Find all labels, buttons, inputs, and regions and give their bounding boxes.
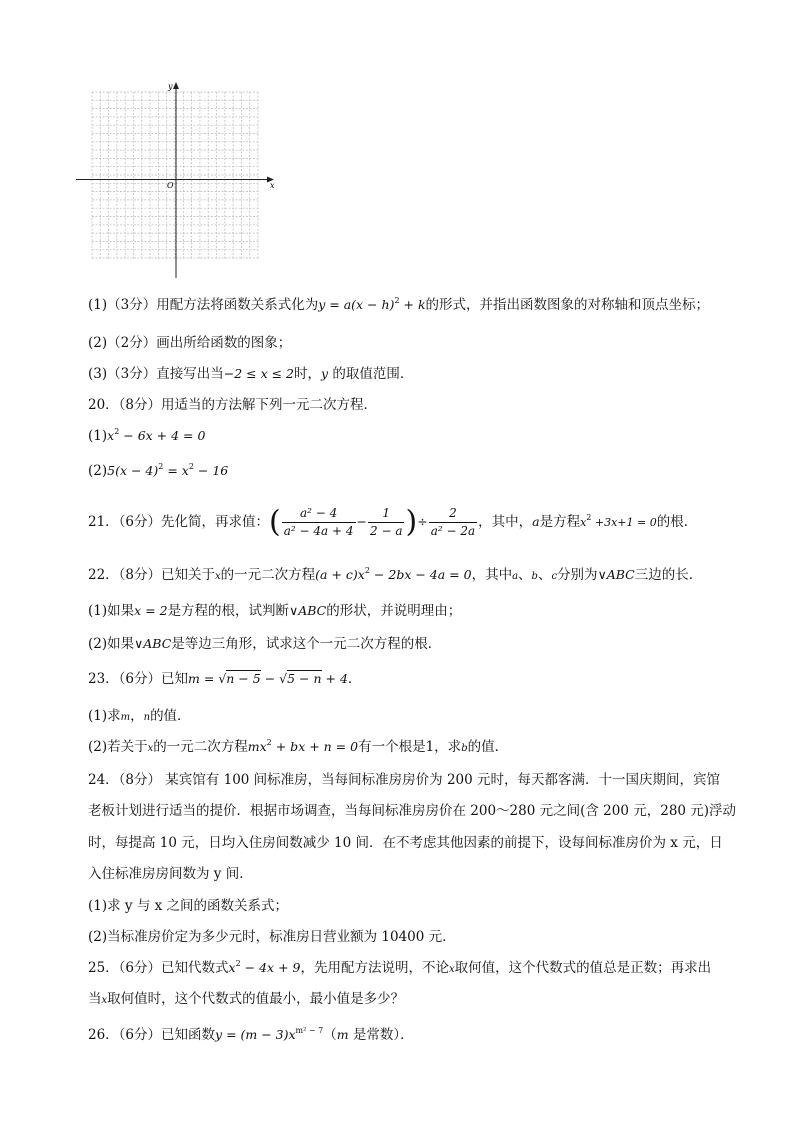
- q24-line1: 24．（8分） 某宾馆有 100 间标准房，当每间标准房房价为 200 元时，每天都客满．十一国庆期间，宾馆: [88, 772, 721, 788]
- fraction-2: $\frac{1}{2 - a}$: [370, 506, 403, 538]
- q19-part2: (2)（2分）画出所给函数的图象；: [88, 335, 292, 351]
- q22-part1: (1)如果x = 2是方程的根，试判断∨ABC的形状，并说明理由；: [88, 603, 462, 619]
- q24-line3: 时，每提高 10 元，日均入住房间数减少 10 间．在不考虑其他因素的前提下，设每间标准房价为 x 元，日: [88, 835, 723, 851]
- q22-title: 22．（8分）已知关于x的一元二次方程$(a + c)x^2 - 2bx - 4a = 0$，其中a、b、c分别为∨ABC三边的长．: [88, 566, 703, 583]
- q26: 26．（6分）已知函数$y = (m - 3)x^{m^2 - 7}(m$ 是常数）．: [88, 1026, 414, 1043]
- right-paren: ): [405, 504, 418, 540]
- q20-title: 20．（8分）用适当的方法解下列一元二次方程．: [88, 397, 378, 413]
- q25-line2: 当x取何值时，这个代数式的值最小，最小值是多少？: [88, 991, 405, 1007]
- sqrt-1: √n − 5: [218, 671, 261, 686]
- q23-title: 23．（6分）已知m = √n − 5 − √5 − n + 4．: [88, 671, 362, 687]
- q20-part2: $(2)5(x - 4)^2 = x^2 - 16$: [88, 462, 229, 479]
- q25-line1: 25．（6分）已知代数式$x^2 - 4x + 9$，先用配方法说明，不论x取何值，这个代数式的值总是正数；再求出: [88, 959, 712, 976]
- q22-part2: (2)如果∨ABC是等边三角形，试求这个一元二次方程的根．: [88, 636, 442, 652]
- q24-part2: (2)当标准房价定为多少元时，标准房日营业额为 10400 元．: [88, 929, 456, 945]
- sqrt-2: √5 − n: [279, 671, 322, 686]
- fraction-1: $\frac{\text{a² − 4}}{\text{a² − 4a + 4}}$: [283, 506, 354, 538]
- q23-part1: (1)求m，n的值．: [88, 708, 191, 724]
- x-axis-label: x: [270, 181, 275, 190]
- fraction-3: $\frac{2}{\text{a² − 2a}}$: [430, 506, 476, 538]
- q19-part1: (1)（3分）用配方法将函数关系式化为$y = a(x - h)^2 + k$的形式，并指出函数图象的对称轴和顶点坐标；: [88, 296, 710, 313]
- q24-line4: 入住标准房房间数为 y 间．: [88, 866, 253, 882]
- y-axis-arrow: [173, 82, 179, 89]
- q23-part2: (2)若关于x的一元二次方程$mx^2$ + bx + n = 0有一个根是1，求b的值．: [88, 738, 509, 755]
- coordinate-grid-figure: [68, 78, 280, 282]
- origin-label: O: [167, 181, 174, 190]
- left-paren: (: [269, 504, 281, 540]
- q19-part3: (3)（3分）直接写出当−2 ≤ x ≤ 2时，y 的取值范围．: [88, 366, 414, 382]
- y-axis-label: y: [168, 82, 173, 91]
- q24-part1: (1)求 y 与 x 之间的函数关系式；: [88, 898, 289, 914]
- q20-part1: $(1)x^2 - 6x + 4 = 0$: [88, 427, 206, 444]
- q21: 21．（6分）先化简，再求值：( $\frac{\text{a² − 4}}{\text{a² − 4a + 4}}$ − $\frac{1}{2 - a}$ )÷ $\frac{2}{\text{a² − 2a}}$ ，其中，a是方程$x^2 +3x+1 = 0$的根．: [88, 504, 698, 540]
- grid-lines: [92, 92, 258, 260]
- q24-line2: 老板计划进行适当的提价．根据市场调查，当每间标准房房价在 200～280 元之间(含 200 元，280 元)浮动: [88, 803, 737, 819]
